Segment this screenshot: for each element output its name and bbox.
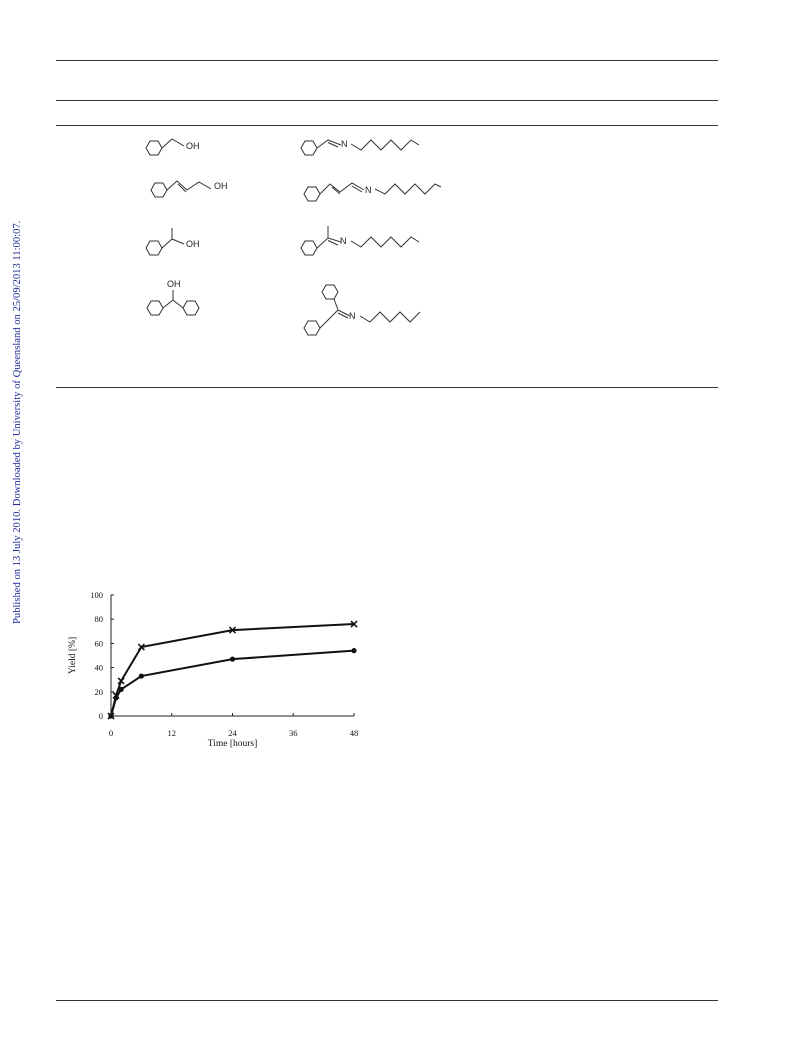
atom-label-oh: OH <box>186 141 200 151</box>
y-tick-label: 20 <box>94 686 103 697</box>
chart-series <box>108 621 357 719</box>
substrate-structure-benzyl-alcohol <box>140 130 220 166</box>
atom-label-n: N <box>365 185 372 195</box>
y-tick-label: 60 <box>94 638 103 649</box>
data-point-circle <box>119 687 124 692</box>
data-point-circle <box>113 695 118 700</box>
substrate-structure-1-phenylethanol <box>140 222 220 268</box>
y-tick-label: 100 <box>90 590 103 600</box>
atom-label-n: N <box>349 311 356 321</box>
data-point-circle <box>351 648 356 653</box>
atom-label-oh: OH <box>214 181 228 191</box>
table-rule-top <box>56 125 718 126</box>
product-structure-benzylidene-hexylamine <box>295 130 435 166</box>
table-rule-bottom <box>56 387 718 388</box>
atom-label-n: N <box>340 236 347 246</box>
product-structure-acetophenone-hexylimine <box>295 220 435 266</box>
x-axis-label: Time [hours] <box>207 739 258 749</box>
footer-rule <box>56 1000 718 1001</box>
atom-label-oh: OH <box>167 279 181 289</box>
atom-label-oh: OH <box>186 239 200 249</box>
publication-note: Published on 13 July 2010. Downloaded by University of Queensland on 25/09/2013 11:00:07. <box>12 220 23 624</box>
atom-label-n: N <box>341 139 348 149</box>
series-line-cross <box>111 624 354 716</box>
data-point-circle <box>230 657 235 662</box>
y-tick-label: 80 <box>94 614 103 625</box>
y-tick-label: 0 <box>98 711 103 721</box>
series-circle <box>108 648 356 719</box>
series-cross <box>108 621 357 719</box>
x-tick-label: 12 <box>167 728 176 738</box>
y-axis-label: Yield [%] <box>68 636 78 675</box>
product-structure-benzophenone-hexylimine <box>298 276 438 348</box>
substrate-structure-cinnamyl-alcohol <box>145 172 245 208</box>
header-rule-top <box>56 60 718 61</box>
x-tick-label: 36 <box>289 728 298 738</box>
data-point-circle <box>139 673 144 678</box>
header-rule-middle <box>56 100 718 101</box>
x-tick-label: 24 <box>228 728 237 738</box>
substrate-structure-benzhydrol <box>145 274 225 322</box>
data-point-circle <box>108 713 113 718</box>
product-structure-cinnamylidene-hexylamine <box>298 172 448 212</box>
y-tick-label: 40 <box>94 662 103 673</box>
x-tick-label: 0 <box>108 728 114 738</box>
yield-time-chart <box>60 586 380 766</box>
x-tick-label: 48 <box>349 728 359 738</box>
